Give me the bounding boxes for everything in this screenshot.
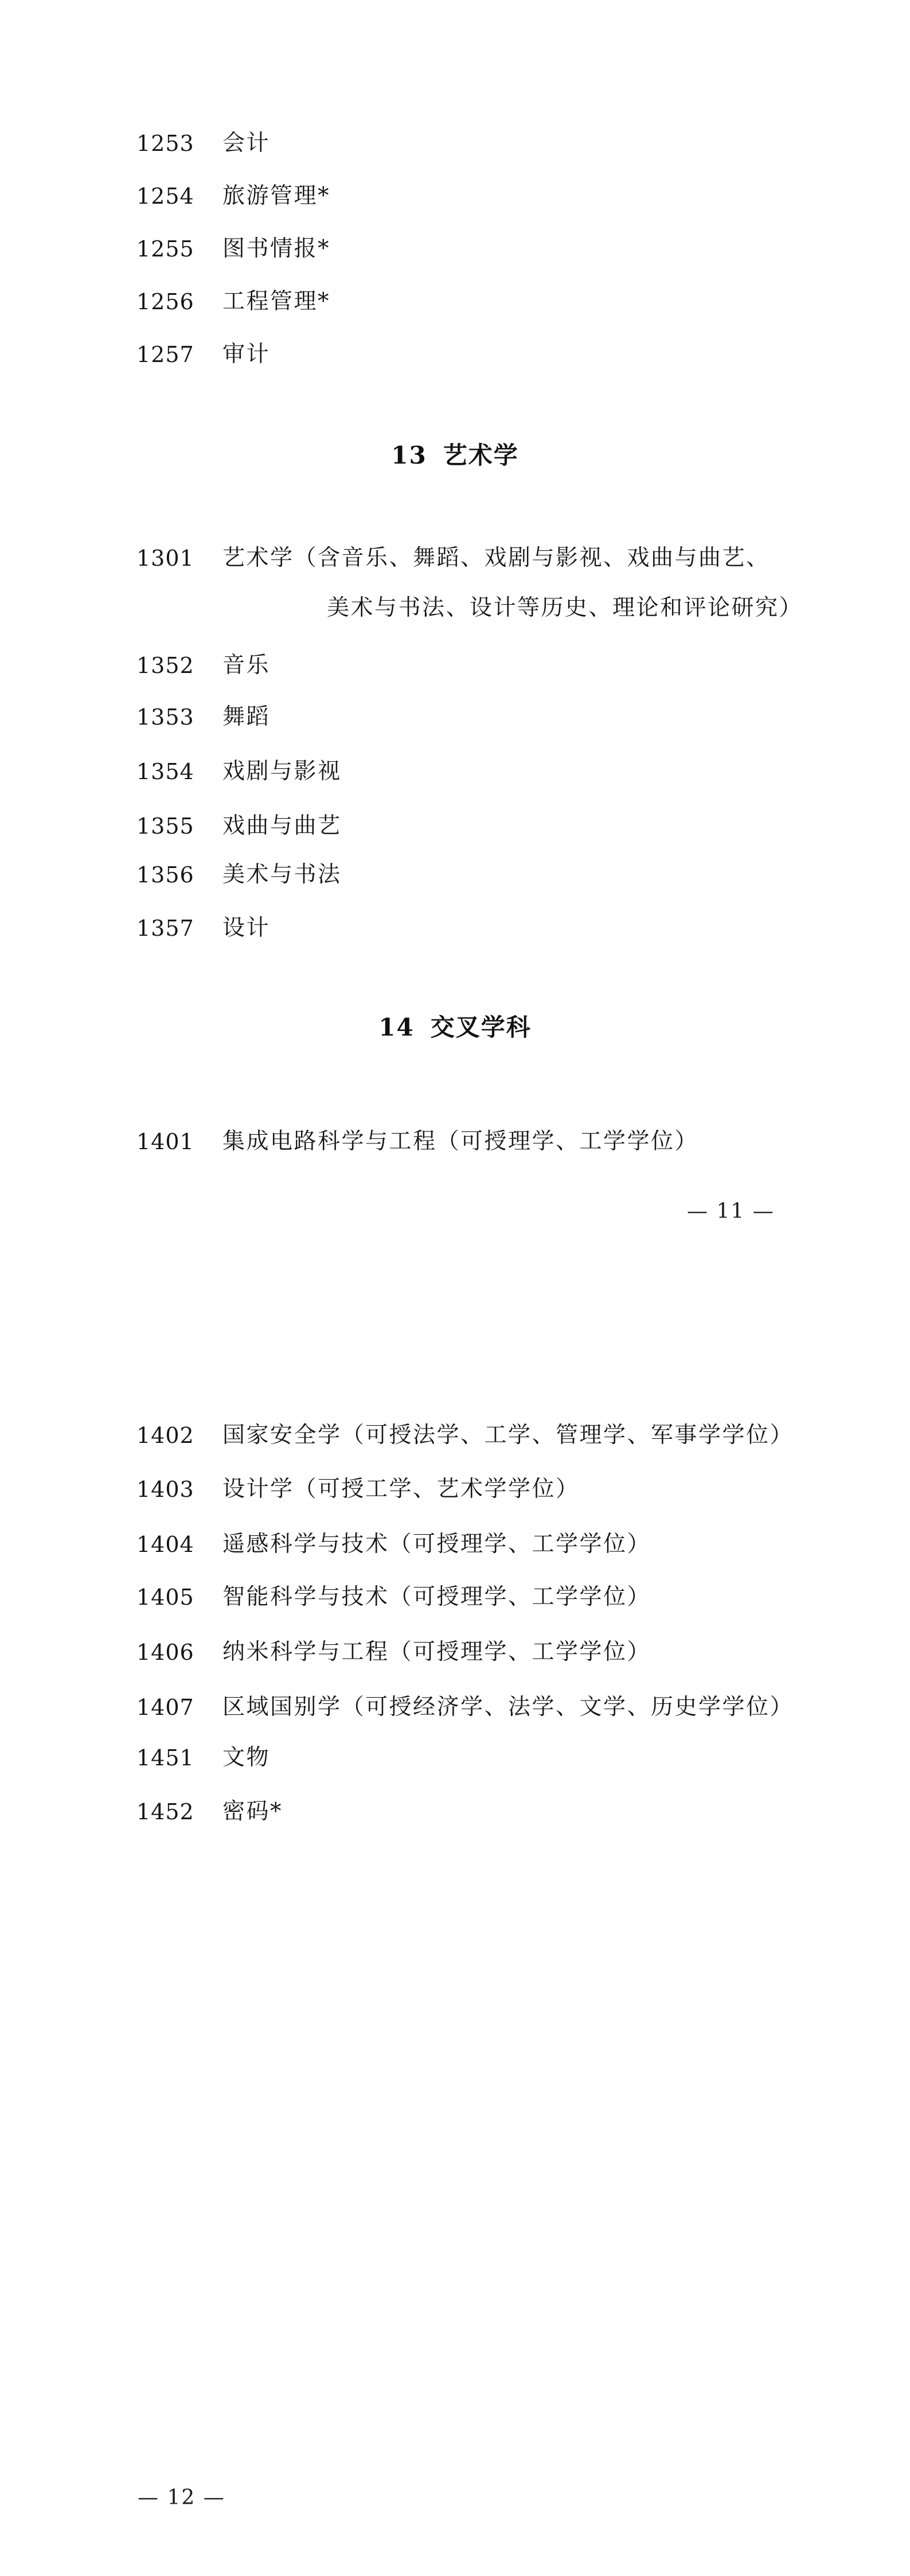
discipline-name: 旅游管理* [222, 183, 331, 209]
catalog-row-1354 [0, 759, 910, 784]
discipline-name: 文物 [222, 1745, 271, 1770]
discipline-name: 纳米科学与工程（可授理学、工学学位） [222, 1639, 651, 1665]
discipline-name: 遥感科学与技术（可授理学、工学学位） [222, 1531, 651, 1557]
discipline-code: 1254 [136, 184, 194, 209]
discipline-code: 1405 [136, 1585, 194, 1610]
discipline-name: 集成电路科学与工程（可授理学、工学学位） [222, 1129, 699, 1154]
discipline-code: 1255 [136, 236, 194, 262]
discipline-name: 美术与书法 [222, 862, 342, 888]
catalog-row-1255 [0, 236, 910, 262]
catalog-row-1301-line2 [0, 596, 910, 621]
discipline-code: 1406 [136, 1640, 194, 1665]
discipline-name: 区域国别学（可授经济学、法学、文学、历史学学位） [222, 1694, 794, 1720]
discipline-code: 1257 [136, 342, 194, 367]
discipline-name-line2: 美术与书法、设计等历史、理论和评论研究） [327, 595, 803, 621]
catalog-row-1402 [0, 1423, 910, 1448]
discipline-name: 设计 [222, 915, 271, 941]
discipline-code: 1407 [136, 1695, 194, 1720]
catalog-row-1403 [0, 1477, 910, 1502]
discipline-code: 1355 [136, 814, 194, 839]
section-number: 13 [391, 441, 427, 469]
catalog-row-1254 [0, 184, 910, 209]
discipline-code: 1354 [136, 759, 194, 784]
catalog-row-1256 [0, 289, 910, 314]
page-number-11: — 11 — [687, 1200, 775, 1223]
catalog-row-1451 [0, 1745, 910, 1770]
section-title: 交叉学科 [430, 1014, 532, 1041]
catalog-row-1407 [0, 1695, 910, 1720]
catalog-row-1352 [0, 653, 910, 678]
discipline-name: 戏曲与曲艺 [222, 813, 342, 839]
discipline-code: 1352 [136, 653, 194, 678]
discipline-code: 1401 [136, 1129, 194, 1154]
discipline-name-line1: 艺术学（含音乐、舞蹈、戏剧与影视、戏曲与曲艺、 [222, 545, 770, 571]
section-heading-13-art [0, 442, 910, 469]
catalog-row-1257 [0, 342, 910, 367]
discipline-code: 1452 [136, 1799, 194, 1824]
catalog-row-1405 [0, 1585, 910, 1610]
section-heading-14-interdisciplinary [0, 1014, 910, 1041]
discipline-name: 密码* [222, 1799, 283, 1824]
discipline-name: 舞蹈 [222, 704, 271, 730]
discipline-code: 1402 [136, 1423, 194, 1448]
discipline-name: 戏剧与影视 [222, 758, 342, 784]
discipline-name: 智能科学与技术（可授理学、工学学位） [222, 1584, 651, 1610]
catalog-row-1452 [0, 1799, 910, 1824]
catalog-row-1353 [0, 705, 910, 730]
section-title: 艺术学 [443, 442, 519, 469]
discipline-name: 音乐 [222, 652, 271, 678]
discipline-code: 1256 [136, 289, 194, 314]
section-number: 14 [378, 1013, 415, 1041]
discipline-name: 审计 [222, 341, 271, 367]
catalog-row-1406 [0, 1640, 910, 1665]
catalog-row-1355 [0, 814, 910, 839]
discipline-code: 1353 [136, 705, 194, 730]
discipline-name: 图书情报* [222, 236, 331, 262]
discipline-name: 工程管理* [222, 289, 331, 314]
catalog-row-1357 [0, 916, 910, 941]
catalog-row-1356 [0, 862, 910, 888]
discipline-code: 1253 [136, 131, 194, 156]
discipline-code: 1357 [136, 916, 194, 941]
discipline-code: 1403 [136, 1477, 194, 1502]
catalog-row-1404 [0, 1532, 910, 1557]
discipline-code: 1356 [136, 862, 194, 888]
catalog-row-1301-line1 [0, 546, 910, 571]
discipline-code: 1451 [136, 1745, 194, 1770]
discipline-name: 会计 [222, 130, 271, 156]
catalog-row-1401 [0, 1129, 910, 1154]
discipline-name: 国家安全学（可授法学、工学、管理学、军事学学位） [222, 1422, 794, 1448]
page-number-12: — 12 — [138, 2486, 225, 2509]
document-page-12 [0, 1288, 910, 2576]
discipline-code: 1404 [136, 1532, 194, 1557]
catalog-row-1253 [0, 131, 910, 156]
discipline-name: 设计学（可授工学、艺术学学位） [222, 1476, 580, 1502]
discipline-code: 1301 [136, 546, 194, 571]
